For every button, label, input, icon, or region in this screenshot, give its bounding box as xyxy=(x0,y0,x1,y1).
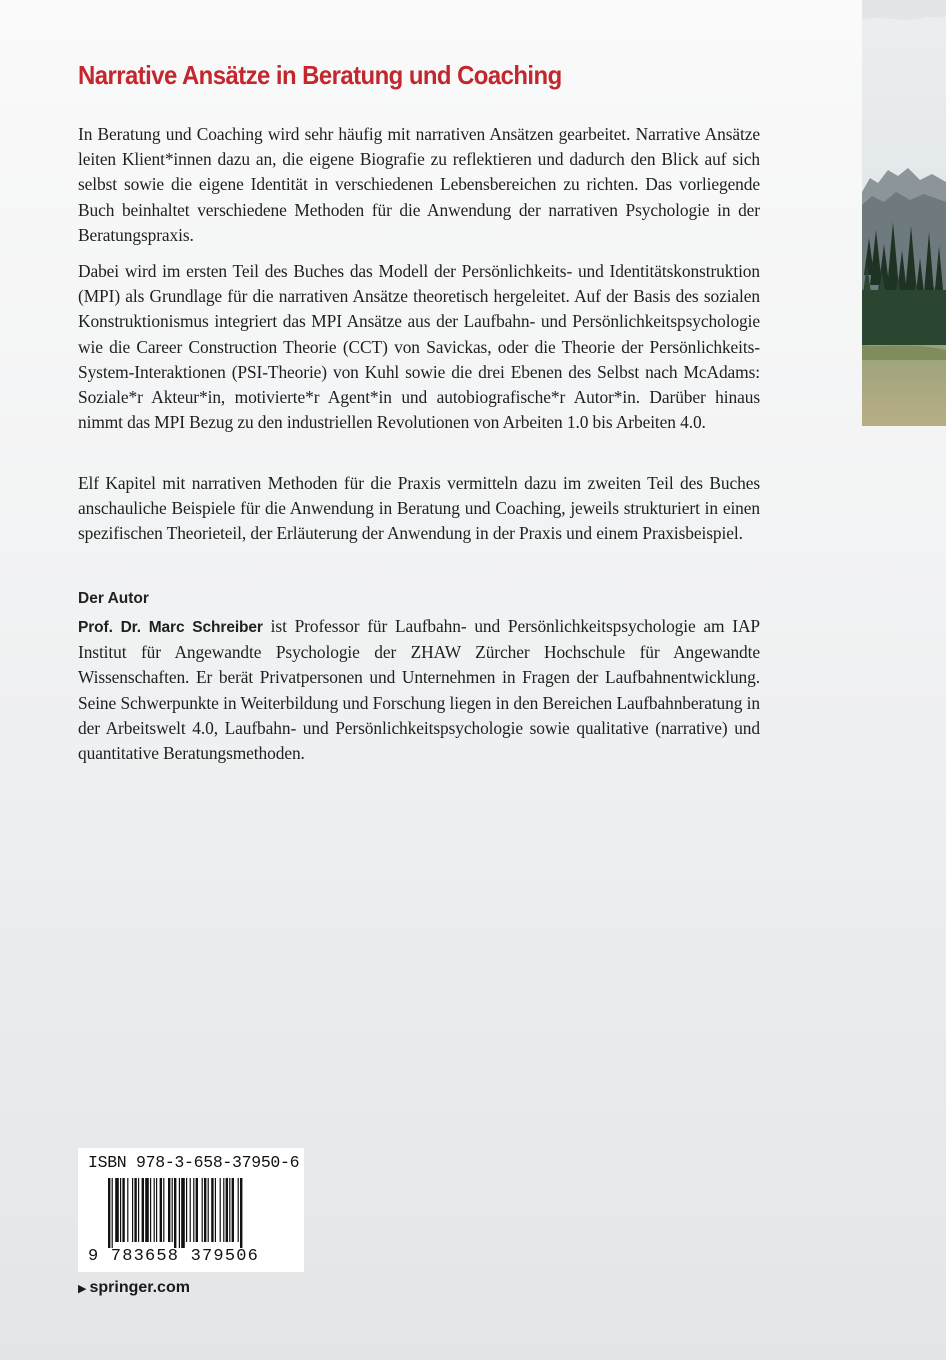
description-paragraph-3: Elf Kapitel mit narrativen Methoden für die Praxis vermitteln dazu im zweiten Teil des Buches anschauliche Beispiele für die Anwendung in Beratung und Coaching, jeweils strukturiert in einen spezifischen Theorieteil, der Erläuterung der Anwendung in der Praxis und einem Praxisbeispiel. xyxy=(78,473,760,544)
cover-photo-strip xyxy=(862,0,946,426)
barcode-bar xyxy=(223,1178,224,1242)
barcode-bar xyxy=(204,1178,206,1242)
barcode-bar xyxy=(240,1178,242,1248)
author-name: Prof. Dr. Marc Schreiber xyxy=(78,619,263,636)
barcode-bar xyxy=(181,1178,185,1248)
barcode-bar xyxy=(120,1178,121,1242)
author-bio xyxy=(78,614,760,766)
barcode-bar xyxy=(208,1178,209,1242)
description-paragraph-2: Dabei wird im ersten Teil des Buches das Modell der Persönlichkeits- und Identitätskonstruktion (MPI) als Grundlage für die narrativen Ansätze theoretisch hergeleitet. Auf der Basis des sozialen Konstruktionismus integriert das MPI Ansätze aus der Laufbahn- und Persönlichkeitspsychologie wie die Career Construction Theorie (CCT) von Savickas, oder die Theorie der Persönlichkeits-System-Interaktionen (PSI-Theorie) von Kuhl sowie die drei Ebenen des Selbst nach McAdams: Soziale*r Akteur*in, motivierte*r Agent*in und autobiografische*r Autor*in. Darüber hinaus nimmt das MPI Bezug zu den industriellen Revolutionen von Arbeiten 1.0 bis Arbeiten 4.0. xyxy=(78,261,760,433)
barcode-bar xyxy=(115,1178,119,1242)
barcode-bar xyxy=(150,1178,151,1242)
barcode-bar xyxy=(142,1178,144,1242)
barcode-bar xyxy=(156,1178,157,1242)
barcode-bar xyxy=(211,1178,213,1242)
barcode-bar xyxy=(172,1178,173,1242)
barcode-bar xyxy=(168,1178,170,1242)
publisher-url: springer.com xyxy=(89,1279,190,1296)
barcode-bar xyxy=(154,1178,155,1242)
triangle-right-icon: ▶ xyxy=(78,1282,87,1295)
description-section-1 xyxy=(78,122,760,248)
barcode-bar xyxy=(229,1178,230,1242)
barcode-bar xyxy=(232,1178,234,1242)
publisher-link[interactable] xyxy=(78,1279,190,1297)
barcode-bar xyxy=(163,1178,164,1242)
barcode-bar xyxy=(108,1178,110,1248)
barcode-bar xyxy=(145,1178,149,1242)
barcode-bar xyxy=(215,1178,216,1242)
barcode-bar xyxy=(179,1178,180,1248)
barcode-bar xyxy=(122,1178,124,1242)
barcode-bar xyxy=(196,1178,198,1242)
isbn-barcode xyxy=(78,1148,304,1272)
landscape-image xyxy=(862,0,946,426)
isbn-label: ISBN 978-3-658-37950-6 xyxy=(88,1153,300,1172)
author-bio-text: ist Professor für Laufbahn- und Persönlichkeitspsychologie am IAP Institut für Angewandte Psychologie der ZHAW Zürcher Hochschule für Angewandte Wissenschaften. Er berät Privatpersonen und Unternehmen in Fragen der Laufbahnentwicklung. Seine Schwerpunkte in Weiterbildung und Forschung liegen in den Bereichen Laufbahnberatung in der Arbeitswelt 4.0, Laufbahn- und Persönlichkeitspsychologie sowie qualitative (narrative) und quantitative Beratungsmethoden. xyxy=(78,616,760,764)
book-title: Narrative Ansätze in Beratung und Coaching xyxy=(78,60,562,90)
author-section xyxy=(78,588,760,766)
description-section-3 xyxy=(78,471,760,547)
barcode-bar xyxy=(132,1178,133,1242)
barcode-bar xyxy=(226,1178,228,1242)
barcode-bar xyxy=(202,1178,203,1242)
barcode-bar xyxy=(112,1178,113,1248)
barcode-bar xyxy=(134,1178,136,1242)
author-heading: Der Autor xyxy=(78,590,149,607)
barcode-bar xyxy=(186,1178,187,1242)
barcode-bar xyxy=(193,1178,194,1242)
barcode-bar xyxy=(174,1178,176,1248)
barcode-bar xyxy=(160,1178,162,1242)
barcode-bar xyxy=(238,1178,239,1242)
barcode-bar xyxy=(138,1178,139,1242)
description-paragraph-1: In Beratung und Coaching wird sehr häufig mit narrativen Ansätzen gearbeitet. Narrative Ansätze leiten Klient*innen dazu an, die eigene Biografie zu reflektieren und dadurch den Blick auf sich selbst sowie die eigene Identität in verschiedenen Lebensbereichen zu richten. Das vorliegende Buch beinhaltet verschiedene Methoden für die Anwendung der narrativen Psychologie in der Beratungspraxis. xyxy=(78,124,760,245)
barcode-bar xyxy=(220,1178,221,1242)
description-section-2 xyxy=(78,259,760,435)
barcode-digits: 9 783658 379506 xyxy=(88,1247,260,1266)
barcode-bar xyxy=(127,1178,128,1242)
barcode-bar xyxy=(190,1178,191,1242)
